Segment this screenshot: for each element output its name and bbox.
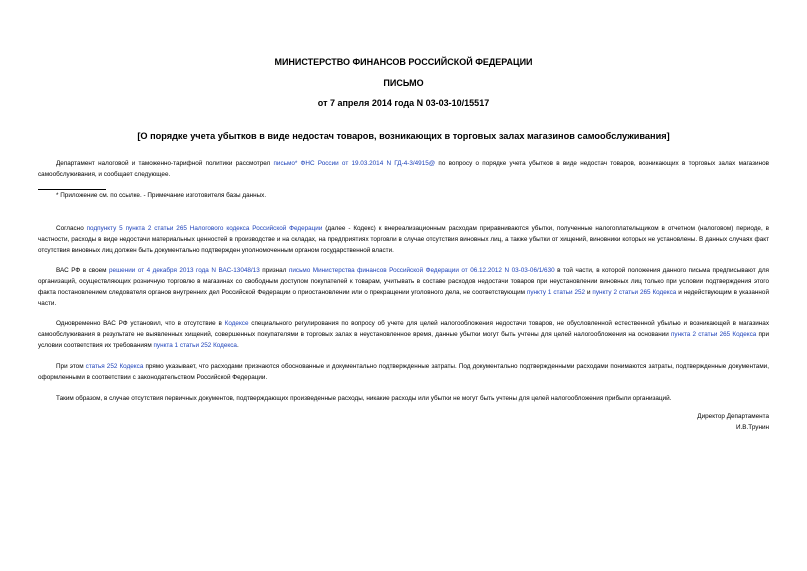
- text: специального регулирования по вопросу об учете для целей налогообложения недостачи товаров, не обусловленной естественной убылью и возникающей в магазинах самообслуживания в результате не выявленных хищений, совершенных покупателями в торговых залах в неустановленное время, данные убытки могут быть учтены для целей налогообложения на основании: [38, 320, 769, 338]
- text: прямо указывает, что расходами признаются обоснованные и документально подтвержденные затраты. Под документально подтвержденными расходами понимаются затраты, подтвержденные документами, оформленными в соответствии с законодательством Российской Федерации.: [38, 363, 769, 381]
- link-fns-letter[interactable]: письмо* ФНС России от 19.03.2014 N ГД-4-3/4915@: [273, 160, 436, 167]
- text: Департамент налоговой и таможенно-тарифной политики рассмотрел: [56, 160, 274, 167]
- paragraph-conclusion: Таким образом, в случае отсутствия первичных документов, подтверждающих произведенные расходы, никакие расходы или убытки не могут быть учтены для целей налогообложения прибыли организаций.: [56, 395, 672, 402]
- document-date-number: от 7 апреля 2014 года N 03-03-10/15517: [317, 98, 490, 108]
- link-article-265-p2[interactable]: пункта 2 статьи 265 Кодекса: [671, 331, 757, 338]
- paragraph-vas-decision: [38, 265, 769, 309]
- footnote: * Приложение см. по ссылке. - Примечание изготовителя базы данных.: [56, 192, 267, 199]
- signature-name: И.В.Трунин: [735, 424, 769, 431]
- document-subject: [О порядке учета убытков в виде недостач товаров, возникающих в торговых залах магазинов самообслуживания]: [137, 131, 670, 141]
- link-minfin-letter[interactable]: письмо Министерства финансов Российской Федерации от 06.12.2012 N 03-03-06/1/630: [288, 267, 555, 274]
- link-vas-decision[interactable]: решении от 4 декабря 2013 года N ВАС-13048/13: [109, 267, 260, 274]
- text: (далее - Кодекс) к внереализационным расходам приравниваются убытки, полученные налогоплательщиком в отчетном (налоговом) периоде, в частности, расходы в виде недостачи материальных ценностей в производстве и на складах, на предприятиях торговли в случае отсутствия виновных лиц, а также убытки от хищений, виновники которых не установлены. В данных случаях факт отсутствия виновных лиц должен быть документально подтвержден уполномоченным органом государственной власти.: [38, 225, 769, 254]
- link-article-252[interactable]: пункту 1 статьи 252: [526, 289, 586, 296]
- text: .: [236, 342, 239, 349]
- text: признал: [259, 267, 289, 274]
- text: при условии соответствия их требованиям: [38, 331, 769, 349]
- paragraph-intro: [38, 158, 769, 180]
- text: и недействующим в указанной части.: [38, 289, 769, 307]
- text: ВАС РФ в своем: [56, 267, 110, 274]
- text: и: [585, 289, 593, 296]
- footnote-divider: [38, 189, 106, 190]
- paragraph-article-252: [38, 361, 769, 383]
- link-article-265[interactable]: пункту 2 статьи 265 Кодекса: [592, 289, 677, 296]
- paragraph-vas-established: [38, 318, 769, 351]
- paragraph-tax-code: [38, 223, 769, 256]
- signature-title: Директор Департамента: [697, 413, 769, 420]
- text: При этом: [56, 363, 86, 370]
- link-article-252-code[interactable]: статья 252 Кодекса: [85, 363, 144, 370]
- link-article-252-p1[interactable]: пункта 1 статьи 252 Кодекса: [153, 342, 237, 349]
- text: Согласно: [56, 225, 87, 232]
- text: Одновременно ВАС РФ установил, что в отсутствие в: [56, 320, 225, 327]
- text: по вопросу о порядке учета убытков в виде недостач товаров, возникающих в торговых залах магазинов самообслуживания, и сообщает следующее.: [38, 160, 769, 178]
- text: в той части, в которой положения данного письма предписывают для организаций, осуществляющих розничную торговлю в магазинах со свободным доступом покупателей к товарам, учитывать в составе расходов недостачи товаров при неустановлении виновных лиц только при условии подтверждения этого факта постановлением следователя органов внутренних дел Российской Федерации о приостановлении или о прекращении уголовного дела, не соответствующим: [38, 267, 769, 296]
- document-type: ПИСЬМО: [383, 78, 424, 88]
- ministry-title: МИНИСТЕРСТВО ФИНАНСОВ РОССИЙСКОЙ ФЕДЕРАЦИИ: [274, 57, 533, 67]
- link-tax-code-article[interactable]: подпункту 5 пункта 2 статьи 265 Налогового кодекса Российской Федерации: [86, 225, 323, 232]
- link-code[interactable]: Кодексе: [224, 320, 249, 327]
